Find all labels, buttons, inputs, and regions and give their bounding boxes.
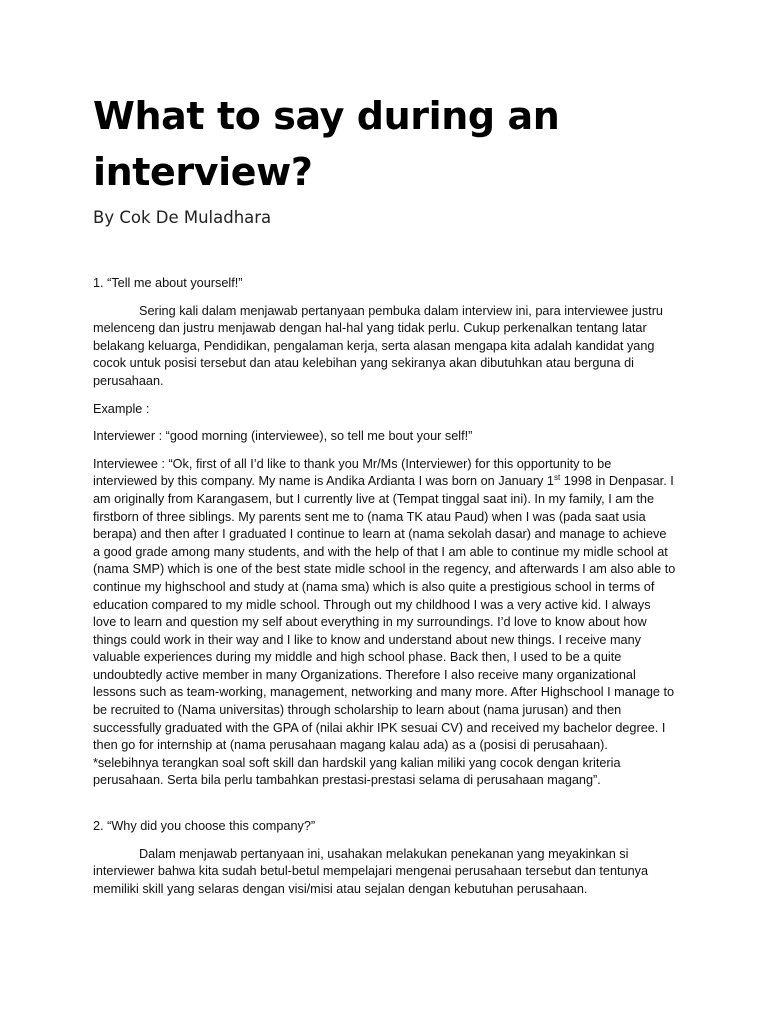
question-2-intro: Dalam menjawab pertanyaan ini, usahakan melakukan penekanan yang meyakinkan si interviewer bahwa kita sudah betul-betul mempelajari mengenai perusahaan tersebut dan tentunya memiliki skill yang selaras dengan visi/misi atau sejalan dengan kebutuhan perusahaan. — [93, 846, 649, 896]
interviewee-answer — [93, 456, 676, 790]
question-1-heading: 1. “Tell me about yourself!” — [93, 276, 243, 290]
question-1-intro: Sering kali dalam menjawab pertanyaan pembuka dalam interview ini, para interviewee justru melenceng dan justru menjawab dengan hal-hal yang tidak perlu. Cukup perkenalkan tentang latar belakang keluarga, Pendidikan, pengalaman kerja, serta alasan mengapa kita adalah kandidat yang cocok untuk posisi tersebut dan atau kelebihan yang sekiranya akan dibutuhkan atau berguna di perusahaan. — [93, 303, 663, 388]
byline: By Cok De Muladhara — [93, 208, 272, 227]
page-title: What to say during an interview? — [93, 94, 560, 194]
answer-part-2: 1998 in Denpasar. I am originally from Karangasem, but I currently live at (Tempat tinggal saat ini). In my family, I am the firstborn of three siblings. My parents sent me to (nama TK atau Paud) when I was (pada saat usia berapa) and then after I graduated I continue to learn at (nama sekolah dasar) and manage to achieve a good grade among many students, and with the help of that I am able to continue my midle school at (nama SMP) which is one of the best state midle school in the regency, and afterwards I am also able to continue my highschool and study at (nama sma) which is also quite a prestigious school in terms of education compared to my midle school. Through out my childhood I was a very active kid. I always love to learn and question my self about everything in my surroundings. I’d love to know about how things could work in their way and I like to know and understand about new things. I receive many valuable experiences during my middle and high school phase. Back then, I used to be a quite undoubtedly active member in many Organizations. Therefore I also receive many organizational lessons such as team-working, management, networking and many more. After Highschool I manage to be recruited to (Nama universitas) through scholarship to learn about (nama jurusan) and then successfully graduated with the GPA of (nilai akhir IPK sesuai CV) and received my bachelor degree. I then go for internship at (nama perusahaan magang kalau ada) as a (posisi di perusahaan). *selebihnya terangkan soal soft skill dan hardskil yang kalian miliki yang cocok dengan kriteria perusahaan. Serta bila perlu tambahkan prestasi-prestasi selama di perusahaan magang”. — [93, 474, 676, 788]
answer-part-1: Interviewee : “Ok, first of all I’d like to thank you Mr/Ms (Interviewer) for this opportunity to be interviewed by this company. My name is Andika Ardianta I was born on January 1 — [93, 456, 612, 489]
ordinal-suffix: st — [553, 473, 561, 483]
interviewer-line: Interviewer : “good morning (interviewee), so tell me bout your self!” — [93, 429, 473, 444]
document-body — [93, 275, 676, 898]
question-2-heading: 2. “Why did you choose this company?” — [93, 819, 316, 834]
example-label: Example : — [93, 401, 150, 416]
